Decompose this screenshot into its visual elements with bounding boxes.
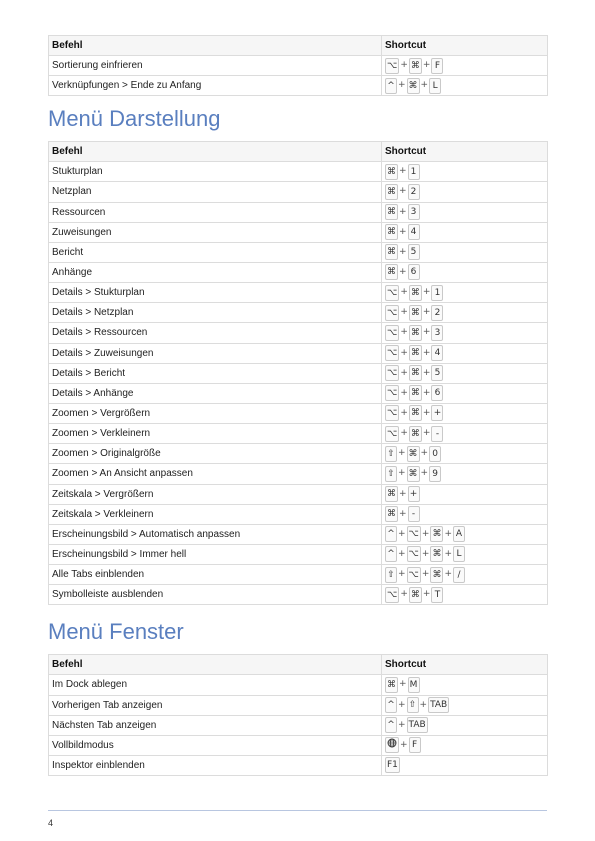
- key-cap: T: [431, 587, 443, 603]
- command-cell: Ressourcen: [49, 202, 382, 222]
- plus-separator: +: [421, 528, 430, 539]
- key-cap: ⌥: [385, 345, 399, 361]
- plus-separator: +: [400, 739, 408, 750]
- command-cell: Symbolleiste ausblenden: [49, 585, 382, 605]
- table-row: [49, 222, 548, 242]
- key-cap: ^: [385, 546, 397, 562]
- plus-separator: +: [444, 569, 453, 580]
- command-cell: Details > Zuweisungen: [49, 343, 382, 363]
- key-cap: L: [453, 546, 465, 562]
- shortcut-cell: [382, 262, 548, 282]
- key-cap: 9: [429, 466, 441, 482]
- key-cap: ⇧: [385, 466, 397, 482]
- key-cap: ⌘: [385, 264, 398, 280]
- command-cell: Inspektor einblenden: [49, 755, 382, 775]
- column-header-command: Befehl: [49, 36, 382, 56]
- plus-separator: +: [422, 387, 431, 398]
- key-cap: ⌘: [409, 345, 422, 361]
- plus-separator: +: [422, 347, 431, 358]
- plus-separator: +: [400, 589, 408, 600]
- key-cap: ⌥: [407, 526, 421, 542]
- key-cap: ^: [385, 717, 397, 733]
- section-darstellung: [48, 141, 547, 605]
- command-cell: Bericht: [49, 242, 382, 262]
- key-cap: ⌘: [430, 567, 443, 583]
- shortcut-cell: [382, 343, 548, 363]
- key-cap: 1: [431, 285, 443, 301]
- shortcut-cell: [382, 242, 548, 262]
- command-cell: Anhänge: [49, 262, 382, 282]
- plus-separator: +: [399, 679, 407, 690]
- key-cap: ^: [385, 78, 397, 94]
- key-cap: 0: [429, 446, 441, 462]
- key-cap: L: [429, 78, 441, 94]
- command-cell: Zoomen > Verkleinern: [49, 424, 382, 444]
- plus-separator: +: [400, 307, 408, 318]
- command-cell: Details > Bericht: [49, 363, 382, 383]
- command-cell: Details > Stukturplan: [49, 283, 382, 303]
- command-cell: Sortierung einfrieren: [49, 56, 382, 76]
- key-cap: ⌘: [385, 677, 398, 693]
- shortcut-cell: [382, 444, 548, 464]
- plus-separator: +: [422, 407, 431, 418]
- key-cap: ⌘: [409, 385, 422, 401]
- key-cap: 6: [408, 264, 420, 280]
- command-cell: Details > Netzplan: [49, 303, 382, 323]
- key-cap: ⌘: [407, 466, 420, 482]
- command-cell: Netzplan: [49, 182, 382, 202]
- column-header-command: Befehl: [49, 142, 382, 162]
- column-header-shortcut: Shortcut: [382, 655, 548, 675]
- table-row: [49, 755, 548, 775]
- key-cap: F1: [385, 757, 400, 773]
- shortcut-cell: [382, 695, 548, 715]
- shortcut-cell: [382, 283, 548, 303]
- key-cap: 5: [408, 244, 420, 260]
- section-continued: [48, 35, 547, 96]
- plus-separator: +: [398, 80, 406, 91]
- table-row: [49, 464, 548, 484]
- key-cap: ⌘: [409, 426, 422, 442]
- shortcut-cell: [382, 403, 548, 423]
- command-cell: Nächsten Tab anzeigen: [49, 715, 382, 735]
- table-row: [49, 675, 548, 695]
- column-header-command: Befehl: [49, 655, 382, 675]
- key-cap: ⌥: [385, 58, 399, 74]
- table-row: [49, 403, 548, 423]
- plus-separator: +: [420, 80, 429, 91]
- plus-separator: +: [400, 287, 408, 298]
- key-cap: ⌘: [430, 526, 443, 542]
- shortcut-cell: [382, 182, 548, 202]
- command-cell: Vorherigen Tab anzeigen: [49, 695, 382, 715]
- plus-separator: +: [419, 699, 428, 710]
- key-cap: ⌘: [407, 446, 420, 462]
- plus-separator: +: [400, 60, 408, 70]
- key-cap: ⌘: [407, 78, 420, 94]
- plus-separator: +: [400, 387, 408, 398]
- key-cap: TAB: [407, 717, 428, 733]
- command-cell: Zuweisungen: [49, 222, 382, 242]
- command-cell: Erscheinungsbild > Automatisch anpassen: [49, 524, 382, 544]
- key-cap: ⌘: [385, 486, 398, 502]
- key-cap: ⌘: [430, 546, 443, 562]
- shortcut-cell: [382, 715, 548, 735]
- section-title-darstellung: Menü Darstellung: [48, 106, 221, 132]
- key-cap: 2: [408, 184, 420, 200]
- command-cell: Stukturplan: [49, 162, 382, 182]
- key-cap: A: [453, 526, 465, 542]
- shortcut-cell: [382, 675, 548, 695]
- key-cap: ^: [385, 526, 397, 542]
- plus-separator: +: [422, 589, 431, 600]
- key-cap: TAB: [428, 697, 449, 713]
- key-cap: ⌘: [409, 325, 422, 341]
- table-row: [49, 565, 548, 585]
- key-cap: ⌥: [385, 587, 399, 603]
- command-cell: Zeitskala > Vergrößern: [49, 484, 382, 504]
- plus-separator: +: [421, 569, 430, 580]
- plus-separator: +: [399, 166, 407, 177]
- key-cap: M: [408, 677, 420, 693]
- key-cap: 2: [431, 305, 443, 321]
- table-row: [49, 544, 548, 564]
- table-row: [49, 56, 548, 76]
- key-cap: F: [409, 737, 421, 753]
- table-row: [49, 484, 548, 504]
- command-cell: Erscheinungsbild > Immer hell: [49, 544, 382, 564]
- shortcut-cell: [382, 735, 548, 755]
- key-cap: ⌘: [385, 244, 398, 260]
- table-row: [49, 735, 548, 755]
- shortcut-cell: [382, 56, 548, 76]
- table-header-row: [49, 142, 548, 162]
- key-cap: ⌘: [409, 405, 422, 421]
- plus-separator: +: [400, 367, 408, 378]
- key-cap: ⌘: [409, 58, 422, 74]
- shortcut-table: [48, 141, 548, 605]
- plus-separator: +: [422, 307, 431, 318]
- column-header-shortcut: Shortcut: [382, 36, 548, 56]
- key-cap: ⌘: [385, 204, 398, 220]
- key-cap: 1: [408, 164, 420, 180]
- column-header-shortcut: Shortcut: [382, 142, 548, 162]
- shortcut-cell: [382, 363, 548, 383]
- key-cap: F: [431, 58, 443, 74]
- key-cap: 4: [408, 224, 420, 240]
- key-cap: ⌥: [407, 546, 421, 562]
- plus-separator: +: [398, 448, 406, 459]
- shortcut-cell: [382, 424, 548, 444]
- key-cap: -: [408, 506, 420, 522]
- shortcut-cell: [382, 755, 548, 775]
- key-cap: ⌥: [385, 365, 399, 381]
- section-title-fenster: Menü Fenster: [48, 619, 184, 645]
- table-row: [49, 585, 548, 605]
- key-cap: 6: [431, 385, 443, 401]
- shortcut-cell: [382, 544, 548, 564]
- plus-separator: +: [422, 287, 431, 298]
- shortcut-table: [48, 35, 548, 96]
- key-cap: /: [453, 567, 465, 583]
- table-row: [49, 202, 548, 222]
- key-cap: -: [431, 426, 443, 442]
- footer-divider: [48, 810, 547, 811]
- shortcut-cell: [382, 524, 548, 544]
- table-row: [49, 262, 548, 282]
- table-row: [49, 363, 548, 383]
- plus-separator: +: [399, 266, 407, 277]
- command-cell: Zoomen > Vergrößern: [49, 403, 382, 423]
- plus-separator: +: [444, 548, 453, 559]
- key-cap: 3: [431, 325, 443, 341]
- key-cap: ⌥: [407, 567, 421, 583]
- command-cell: Details > Anhänge: [49, 383, 382, 403]
- plus-separator: +: [399, 206, 407, 217]
- plus-separator: +: [398, 468, 406, 479]
- shortcut-cell: [382, 76, 548, 96]
- command-cell: Alle Tabs einblenden: [49, 565, 382, 585]
- plus-separator: +: [400, 428, 408, 439]
- plus-separator: +: [422, 60, 431, 70]
- key-cap: ⌥: [385, 305, 399, 321]
- table-row: [49, 303, 548, 323]
- key-cap: ⌥: [385, 325, 399, 341]
- plus-separator: +: [399, 508, 407, 519]
- key-cap: ⌘: [409, 365, 422, 381]
- plus-separator: +: [400, 327, 408, 338]
- plus-separator: +: [398, 719, 406, 730]
- shortcut-cell: [382, 222, 548, 242]
- table-row: [49, 76, 548, 96]
- plus-separator: +: [420, 468, 429, 479]
- plus-separator: +: [422, 327, 431, 338]
- table-row: [49, 323, 548, 343]
- shortcut-cell: [382, 464, 548, 484]
- key-cap: ⌘: [409, 285, 422, 301]
- table-row: [49, 524, 548, 544]
- table-row: [49, 182, 548, 202]
- plus-separator: +: [398, 548, 406, 559]
- table-row: [49, 162, 548, 182]
- section-fenster: [48, 654, 547, 776]
- key-cap: +: [408, 486, 420, 502]
- plus-separator: +: [399, 186, 407, 197]
- command-cell: Zoomen > Originalgröße: [49, 444, 382, 464]
- key-cap: 5: [431, 365, 443, 381]
- table-header-row: [49, 36, 548, 56]
- shortcut-cell: [382, 323, 548, 343]
- table-row: [49, 504, 548, 524]
- command-cell: Details > Ressourcen: [49, 323, 382, 343]
- command-cell: Im Dock ablegen: [49, 675, 382, 695]
- key-cap: ⌘: [385, 506, 398, 522]
- shortcut-cell: [382, 162, 548, 182]
- plus-separator: +: [444, 528, 453, 539]
- command-cell: Verknüpfungen > Ende zu Anfang: [49, 76, 382, 96]
- plus-separator: +: [420, 448, 429, 459]
- plus-separator: +: [399, 246, 407, 257]
- page-number: 4: [48, 818, 54, 828]
- table-row: [49, 383, 548, 403]
- globe-icon: [385, 737, 399, 753]
- table-row: [49, 424, 548, 444]
- plus-separator: +: [398, 528, 406, 539]
- shortcut-cell: [382, 202, 548, 222]
- key-cap: ⌘: [385, 184, 398, 200]
- key-cap: ⌥: [385, 285, 399, 301]
- key-cap: 3: [408, 204, 420, 220]
- plus-separator: +: [399, 226, 407, 237]
- table-row: [49, 242, 548, 262]
- key-cap: +: [431, 405, 443, 421]
- plus-separator: +: [422, 428, 431, 439]
- shortcut-cell: [382, 484, 548, 504]
- key-cap: ⌘: [385, 164, 398, 180]
- shortcut-cell: [382, 585, 548, 605]
- key-cap: ^: [385, 697, 397, 713]
- key-cap: ⌘: [409, 587, 422, 603]
- key-cap: ⌥: [385, 426, 399, 442]
- key-cap: 4: [431, 345, 443, 361]
- plus-separator: +: [422, 367, 431, 378]
- plus-separator: +: [421, 548, 430, 559]
- document-page: [48, 35, 547, 776]
- key-cap: ⇧: [407, 697, 419, 713]
- table-row: [49, 343, 548, 363]
- shortcut-cell: [382, 565, 548, 585]
- plus-separator: +: [398, 569, 406, 580]
- key-cap: ⇧: [385, 446, 397, 462]
- shortcut-cell: [382, 303, 548, 323]
- table-row: [49, 283, 548, 303]
- shortcut-table: [48, 654, 548, 776]
- table-row: [49, 444, 548, 464]
- table-row: [49, 715, 548, 735]
- key-cap: ⌥: [385, 405, 399, 421]
- table-header-row: [49, 655, 548, 675]
- shortcut-cell: [382, 383, 548, 403]
- key-cap: ⌘: [385, 224, 398, 240]
- plus-separator: +: [400, 347, 408, 358]
- command-cell: Vollbildmodus: [49, 735, 382, 755]
- plus-separator: +: [400, 407, 408, 418]
- command-cell: Zeitskala > Verkleinern: [49, 504, 382, 524]
- key-cap: ⇧: [385, 567, 397, 583]
- plus-separator: +: [398, 699, 406, 710]
- shortcut-cell: [382, 504, 548, 524]
- key-cap: ⌥: [385, 385, 399, 401]
- plus-separator: +: [399, 488, 407, 499]
- command-cell: Zoomen > An Ansicht anpassen: [49, 464, 382, 484]
- table-row: [49, 695, 548, 715]
- key-cap: ⌘: [409, 305, 422, 321]
